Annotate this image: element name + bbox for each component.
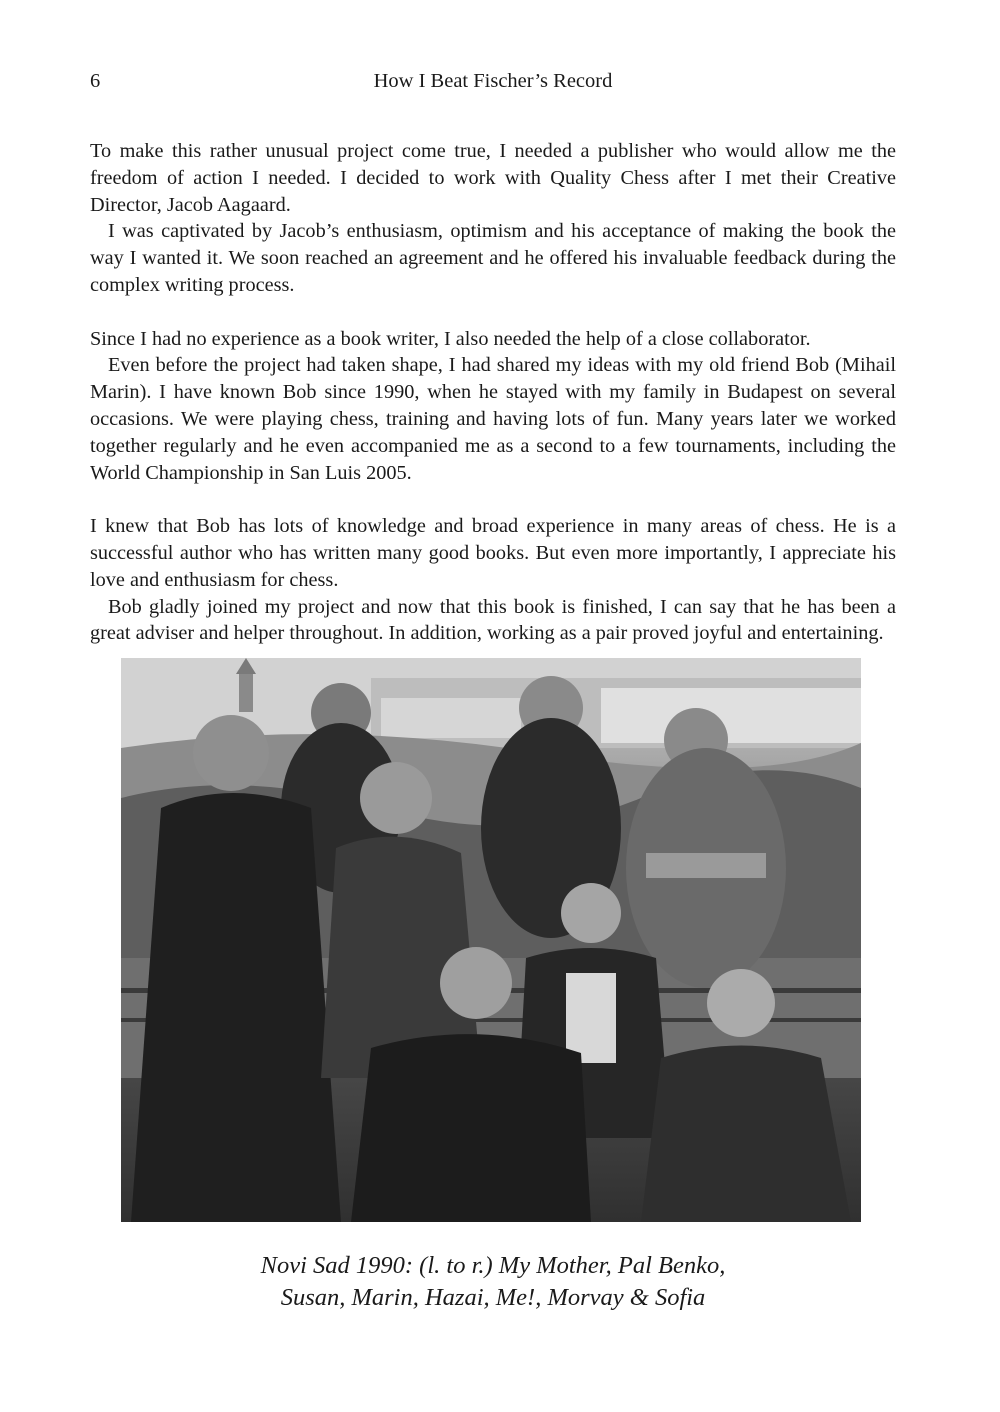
body-text — [90, 138, 896, 647]
paragraph-4: Even before the project had taken shape, I had shared my ideas with my old friend Bob (Mihail Marin). I have known Bob since 1990, when he stayed with my family in Budapest on several occasions. We were playing chess, training and having lots of fun. Many years later we worked together regularly and he even accompanied me as a second to a few tournaments, including the World Championship in San Luis 2005. — [90, 354, 896, 484]
group-photo-illustration — [121, 658, 861, 1222]
page-header — [90, 70, 896, 98]
caption-line-2: Susan, Marin, Hazai, Me!, Morvay & Sofia — [280, 1284, 706, 1311]
caption-line-1: Novi Sad 1990: (l. to r.) My Mother, Pal Benko, — [260, 1252, 726, 1279]
paragraph-2: I was captivated by Jacob’s enthusiasm, optimism and his acceptance of making the book the way I wanted it. We soon reached an agreement and he offered his invaluable feedback during the complex writing process. — [90, 220, 896, 296]
running-title: How I Beat Fischer’s Record — [373, 70, 613, 92]
page-number: 6 — [90, 70, 101, 92]
paragraph-6: Bob gladly joined my project and now that this book is finished, I can say that he has been a great adviser and helper throughout. In addition, working as a pair proved joyful and entertaining. — [90, 595, 896, 645]
paragraph-5: I knew that Bob has lots of knowledge and broad experience in many areas of chess. He is a successful author who has written many good books. But even more importantly, I appreciate his love and enthusiasm for chess. — [90, 515, 896, 591]
paragraph-3: Since I had no experience as a book writer, I also needed the help of a close collaborator. — [90, 327, 811, 350]
photo-caption — [90, 1250, 896, 1314]
paragraph-1: To make this rather unusual project come true, I needed a publisher who would allow me the freedom of action I needed. I decided to work with Quality Chess after I met their Creative Director, Jacob Aagaard. — [90, 140, 896, 216]
group-photo — [121, 658, 861, 1222]
